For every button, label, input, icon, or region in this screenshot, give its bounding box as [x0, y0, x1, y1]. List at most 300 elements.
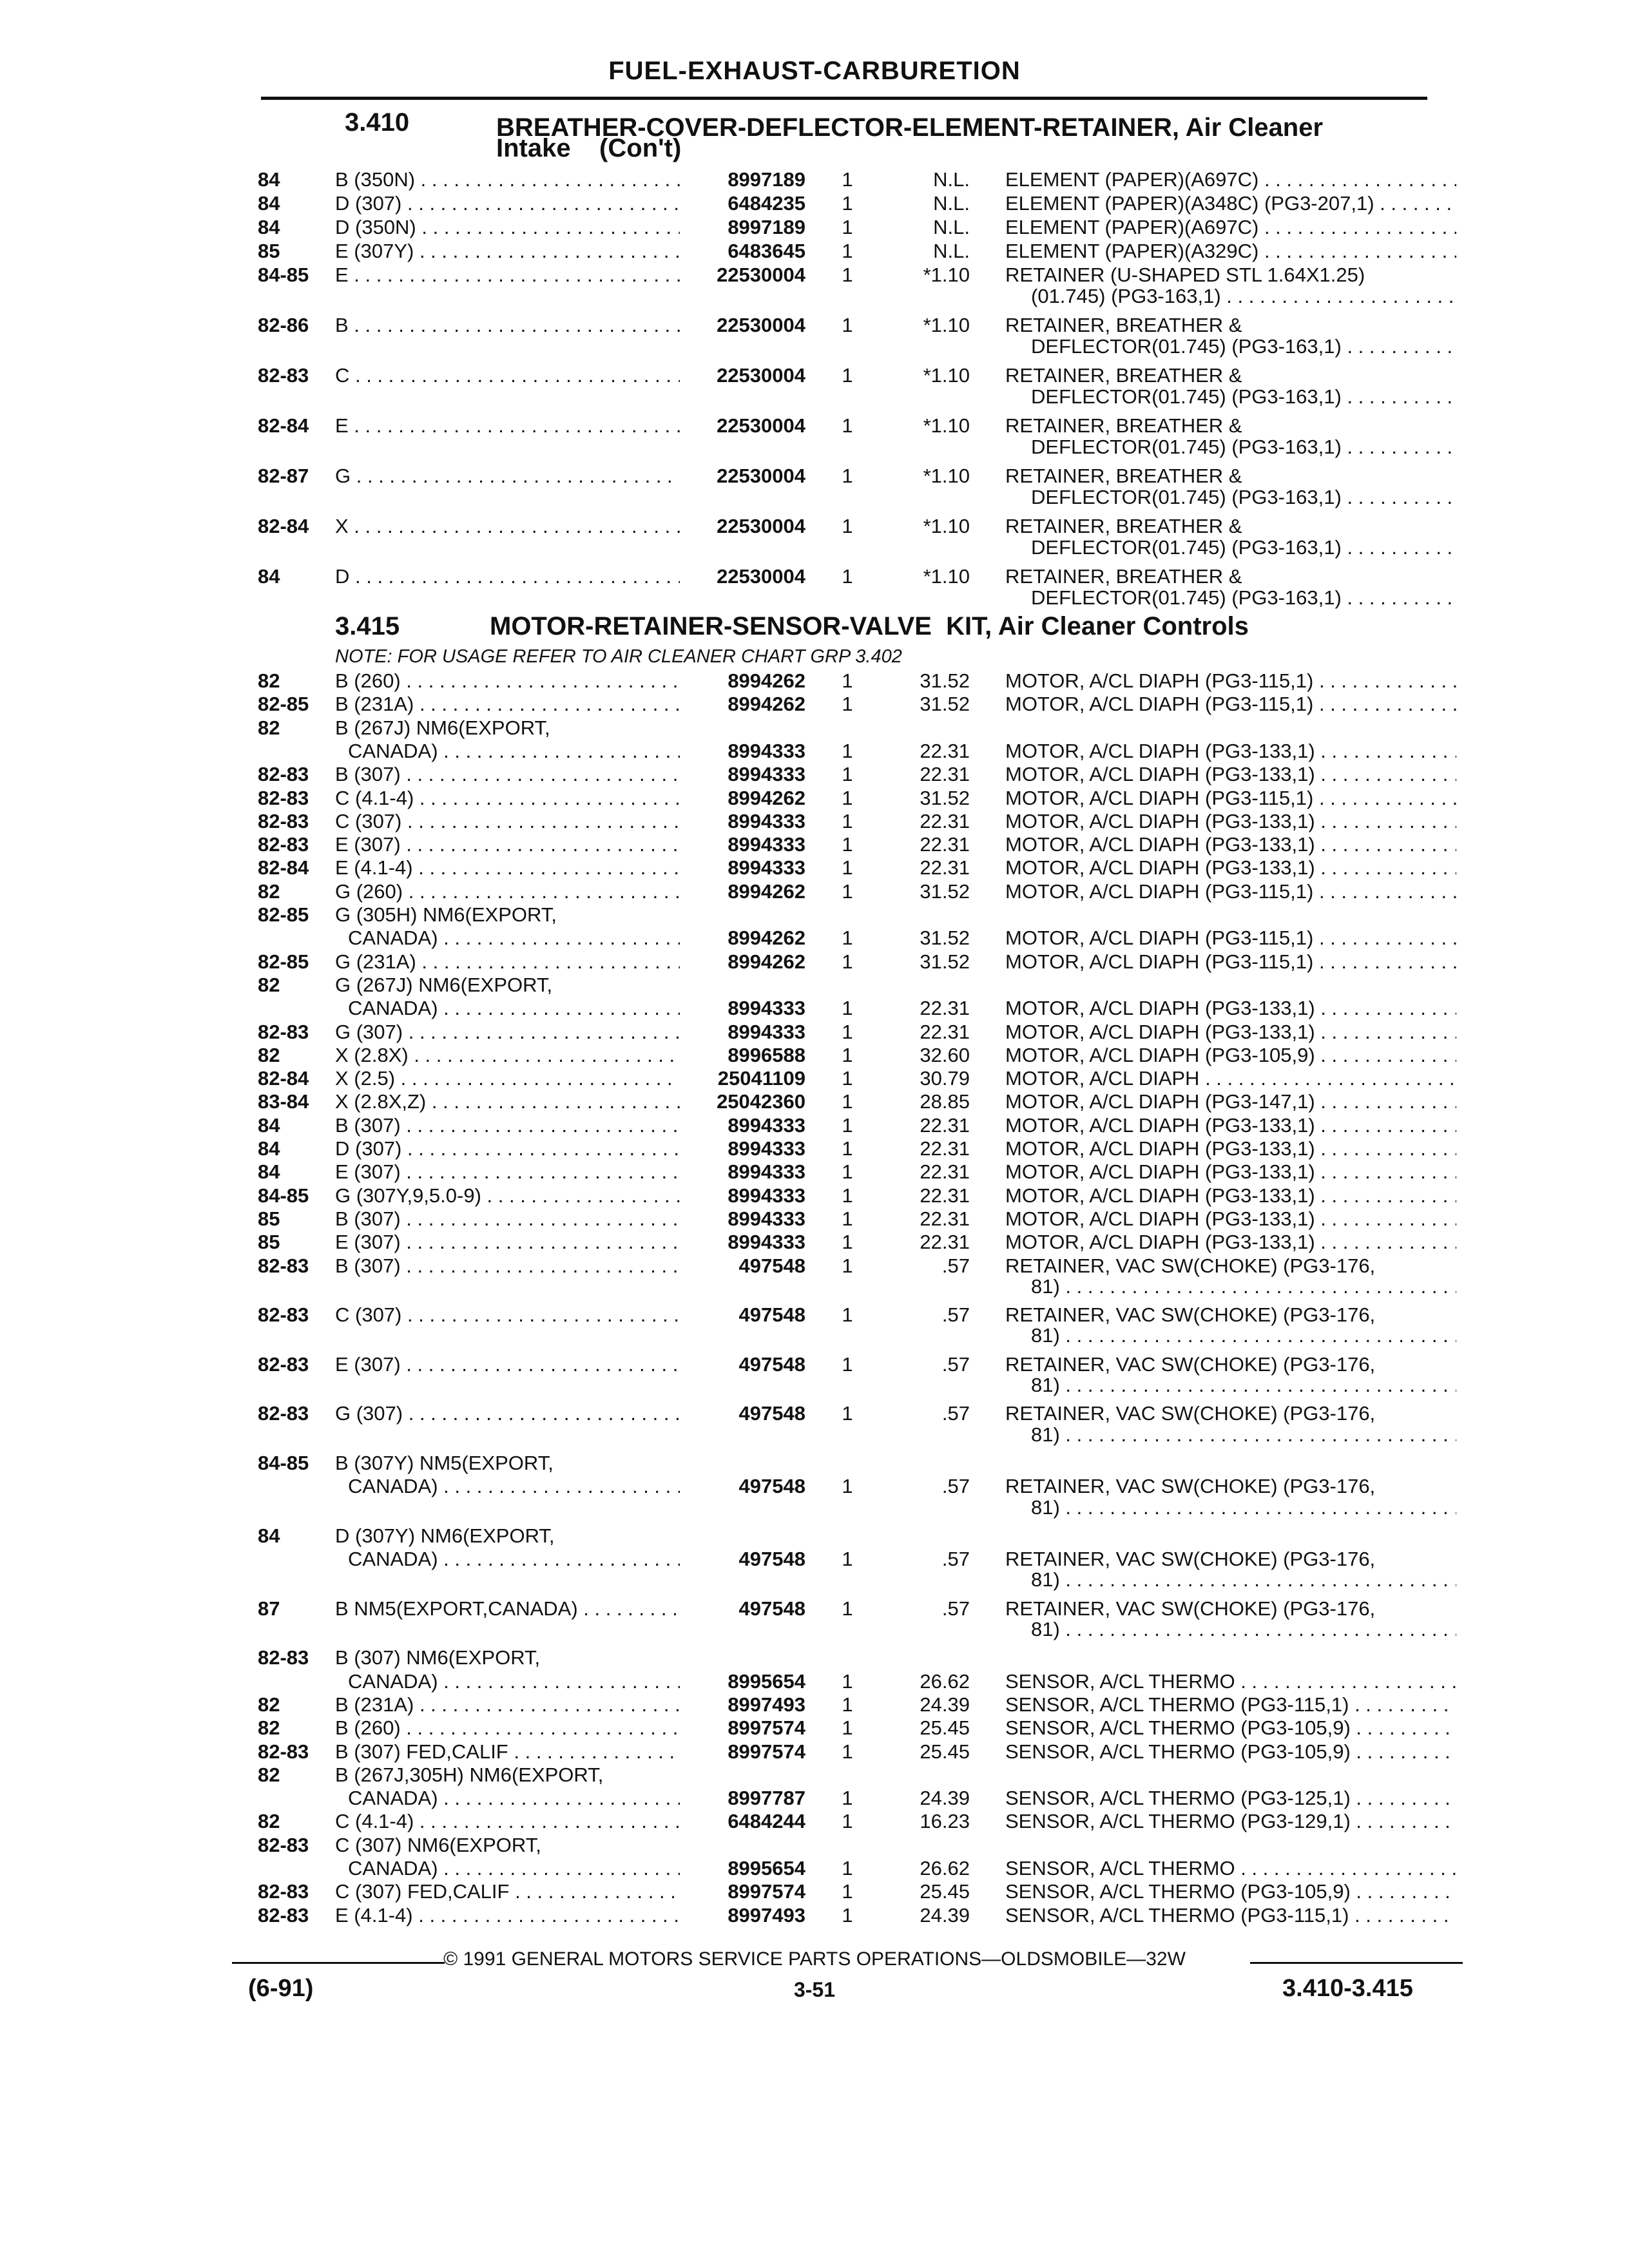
row-part-number: 8994333 [728, 1160, 805, 1184]
row-description: X (2.5) . . . [335, 1068, 680, 1090]
row-price: 22.31 [920, 997, 970, 1020]
row-part-name: ELEMENT (PAPER)(A348C) (PG3-207,1) . . . [1005, 193, 1456, 215]
table-row-continuation [0, 285, 1629, 307]
row-price: .57 [941, 1597, 970, 1620]
row-year: 84 [258, 216, 280, 238]
row-description: E (307) . . . [335, 1231, 680, 1253]
row-part-number: 8994333 [728, 1020, 805, 1043]
row-description: B (260) . . . [335, 670, 680, 692]
row-year: 82-83 [258, 1833, 309, 1856]
row-description: CANADA) . . . [348, 1548, 680, 1570]
row-year: 82 [258, 1043, 280, 1066]
row-year: 87 [258, 1597, 280, 1620]
row-part-name: MOTOR, A/CL DIAPH (PG3-115,1) . . . [1005, 787, 1456, 809]
table-row-desc-line [0, 1834, 1629, 1856]
row-part-number: 25042360 [717, 1090, 805, 1113]
row-part-name: MOTOR, A/CL DIAPH (PG3-133,1) . . . [1005, 1115, 1456, 1137]
row-price: 31.52 [920, 879, 970, 903]
row-part-number: 8997574 [728, 1740, 805, 1763]
row-quantity: 1 [842, 763, 853, 786]
row-part-number: 22530004 [717, 314, 805, 336]
row-description: G . . . [335, 465, 680, 487]
row-description: E (307) . . . [335, 1161, 680, 1183]
footer-section-ref: 3.410-3.415 [1282, 1975, 1413, 2002]
table-row [0, 787, 1629, 809]
row-description: B (260) . . . [335, 1717, 680, 1739]
row-quantity: 1 [842, 1184, 853, 1207]
section-note: NOTE: FOR USAGE REFER TO AIR CLEANER CHART GRP 3.402 [335, 646, 902, 667]
row-part-number: 8994262 [728, 669, 805, 692]
table-row-continuation [0, 1276, 1629, 1298]
row-quantity: 1 [842, 1475, 853, 1498]
row-description: E (307) . . . [335, 834, 680, 856]
row-price: 16.23 [920, 1810, 970, 1833]
row-description: CANADA) . . . [348, 1475, 680, 1497]
row-quantity: 1 [842, 1207, 853, 1230]
table-row [0, 1185, 1629, 1207]
table-row [0, 1694, 1629, 1716]
row-description: D (307Y) NM6(EXPORT, [335, 1524, 555, 1547]
row-part-name: RETAINER, BREATHER & [1005, 415, 1242, 437]
row-year: 82-84 [258, 856, 309, 879]
row-description: D (307) . . . [335, 1138, 680, 1160]
row-price: *1.10 [923, 565, 970, 588]
row-part-number: 22530004 [717, 364, 805, 387]
table-row [0, 764, 1629, 785]
row-price: 22.31 [920, 739, 970, 762]
row-description: C (307) . . . [335, 811, 680, 832]
row-price: N.L. [933, 168, 970, 191]
row-year: 82 [258, 973, 280, 996]
row-description: C . . . [335, 365, 680, 387]
row-price: 28.85 [920, 1090, 970, 1113]
row-year: 82 [258, 1810, 280, 1833]
row-part-number: 497548 [738, 1303, 805, 1327]
row-year: 84-85 [258, 1184, 309, 1207]
row-part-name: MOTOR, A/CL DIAPH (PG3-133,1) . . . [1005, 811, 1456, 832]
row-quantity: 1 [842, 1693, 853, 1716]
table-row [0, 1231, 1629, 1253]
row-part-number: 22530004 [717, 515, 805, 537]
row-quantity: 1 [842, 1020, 853, 1043]
table-row-continuation [0, 1424, 1629, 1446]
row-quantity: 1 [842, 192, 853, 215]
row-part-name: MOTOR, A/CL DIAPH (PG3-133,1) . . . [1005, 764, 1456, 785]
table-row [0, 670, 1629, 692]
row-part-number: 8994333 [728, 1231, 805, 1254]
row-price: .57 [941, 1254, 970, 1277]
row-part-number: 8994333 [728, 1207, 805, 1230]
row-description: G (267J) NM6(EXPORT, [335, 974, 553, 996]
row-part-number: 497548 [738, 1402, 805, 1425]
row-part-name: RETAINER, VAC SW(CHOKE) (PG3-176, [1005, 1254, 1376, 1277]
row-part-name: SENSOR, A/CL THERMO (PG3-115,1) . . . [1005, 1694, 1456, 1716]
row-part-number: 25041109 [717, 1067, 805, 1090]
row-price: 24.39 [920, 1787, 970, 1810]
row-price: 22.31 [920, 1020, 970, 1043]
row-description: G (307) . . . [335, 1403, 680, 1425]
row-price: *1.10 [923, 414, 970, 437]
row-quantity: 1 [842, 1402, 853, 1425]
table-row [0, 1787, 1629, 1809]
row-part-name: RETAINER, VAC SW(CHOKE) (PG3-176, [1005, 1353, 1376, 1376]
row-description: B (307Y) NM5(EXPORT, [335, 1452, 554, 1474]
row-part-number: 8994262 [728, 927, 805, 950]
row-price: 25.45 [920, 1740, 970, 1763]
row-year: 82-85 [258, 693, 309, 716]
row-year: 82-83 [258, 1352, 309, 1376]
row-year: 82-83 [258, 1903, 309, 1927]
row-quantity: 1 [842, 950, 853, 973]
row-part-name: RETAINER, BREATHER & [1005, 365, 1242, 387]
row-part-number: 8994262 [728, 879, 805, 903]
row-year: 85 [258, 1231, 280, 1254]
row-year: 84 [258, 1137, 280, 1160]
row-part-name: MOTOR, A/CL DIAPH (PG3-133,1) . . . [1005, 1185, 1456, 1207]
row-description: G (260) . . . [335, 881, 680, 903]
row-year: 82 [258, 716, 280, 739]
row-year: 82 [258, 1716, 280, 1740]
row-price: 22.31 [920, 856, 970, 879]
row-part-name: MOTOR, A/CL DIAPH (PG3-115,1) . . . [1005, 670, 1456, 692]
row-quantity: 1 [842, 1137, 853, 1160]
row-quantity: 1 [842, 1716, 853, 1740]
row-part-number: 497548 [738, 1548, 805, 1571]
row-part-name-continued: 81) . . . [1031, 1325, 1456, 1347]
table-row [0, 1044, 1629, 1066]
table-row [0, 1091, 1629, 1113]
row-part-number: 8994333 [728, 1184, 805, 1207]
row-year: 84 [258, 1160, 280, 1184]
row-part-number: 497548 [738, 1254, 805, 1277]
row-part-name: SENSOR, A/CL THERMO (PG3-115,1) . . . [1005, 1905, 1456, 1927]
row-description: B (307) . . . [335, 1255, 680, 1277]
table-row-desc-line [0, 904, 1629, 926]
row-price: *1.10 [923, 314, 970, 336]
row-year: 82 [258, 1763, 280, 1786]
row-part-name-continued: DEFLECTOR(01.745) (PG3-163,1) . . . [1031, 436, 1456, 458]
row-part-number: 8994333 [728, 856, 805, 879]
row-description: C (4.1-4) . . . [335, 787, 680, 809]
row-description: E (4.1-4) . . . [335, 857, 680, 879]
row-quantity: 1 [842, 1352, 853, 1376]
row-description: B (267J,305H) NM6(EXPORT, [335, 1763, 604, 1786]
row-year: 82-83 [258, 1254, 309, 1277]
row-price: .57 [941, 1548, 970, 1571]
row-year: 82-87 [258, 465, 309, 487]
row-description: E . . . [335, 264, 680, 286]
row-part-name: SENSOR, A/CL THERMO (PG3-105,9) . . . [1005, 1717, 1456, 1739]
row-part-number: 8994262 [728, 950, 805, 973]
table-row-continuation [0, 587, 1629, 609]
table-row [0, 1671, 1629, 1693]
row-description: CANADA) . . . [348, 1671, 680, 1693]
row-price: 22.31 [920, 809, 970, 832]
row-year: 84 [258, 565, 280, 588]
row-quantity: 1 [842, 997, 853, 1020]
row-year: 82-84 [258, 414, 309, 437]
row-part-number: 22530004 [717, 465, 805, 487]
row-quantity: 1 [842, 786, 853, 809]
row-year: 82-83 [258, 1020, 309, 1043]
row-price: *1.10 [923, 515, 970, 537]
row-price: .57 [941, 1352, 970, 1376]
row-part-name: MOTOR, A/CL DIAPH (PG3-115,1) . . . [1005, 693, 1456, 715]
header-rule [261, 97, 1427, 100]
row-part-name: MOTOR, A/CL DIAPH (PG3-133,1) . . . [1005, 997, 1456, 1019]
row-price: 32.60 [920, 1043, 970, 1066]
row-description: C (307) FED,CALIF . . . [335, 1881, 680, 1903]
row-part-name-continued: DEFLECTOR(01.745) (PG3-163,1) . . . [1031, 336, 1456, 358]
row-year: 82 [258, 669, 280, 692]
row-part-number: 8997189 [728, 216, 805, 238]
row-year: 82-83 [258, 833, 309, 856]
row-part-number: 8994333 [728, 1113, 805, 1137]
row-description: X (2.8X,Z) . . . [335, 1091, 680, 1113]
table-row-continuation [0, 336, 1629, 358]
row-part-name: MOTOR, A/CL DIAPH . . . [1005, 1068, 1456, 1090]
row-part-name: SENSOR, A/CL THERMO (PG3-129,1) . . . [1005, 1811, 1456, 1832]
row-description: B (231A) . . . [335, 1694, 680, 1716]
table-row [0, 264, 1629, 286]
row-part-name: SENSOR, A/CL THERMO . . . [1005, 1671, 1456, 1693]
row-part-number: 22530004 [717, 414, 805, 437]
row-part-name: MOTOR, A/CL DIAPH (PG3-105,9) . . . [1005, 1044, 1456, 1066]
row-year: 84-85 [258, 1451, 309, 1474]
table-row [0, 1354, 1629, 1376]
table-row-continuation [0, 1569, 1629, 1591]
row-year: 82 [258, 879, 280, 903]
row-part-name: ELEMENT (PAPER)(A697C) . . . [1005, 169, 1456, 191]
row-part-name: MOTOR, A/CL DIAPH (PG3-133,1) . . . [1005, 1138, 1456, 1160]
table-row [0, 1598, 1629, 1620]
row-part-name-continued: 81) . . . [1031, 1497, 1456, 1519]
footer-rule [1250, 1962, 1463, 1964]
row-price: 24.39 [920, 1903, 970, 1927]
row-part-name: MOTOR, A/CL DIAPH (PG3-115,1) . . . [1005, 881, 1456, 903]
row-price: 24.39 [920, 1693, 970, 1716]
row-part-number: 6484244 [728, 1810, 805, 1833]
table-row [0, 693, 1629, 715]
row-description: C (307) NM6(EXPORT, [335, 1834, 541, 1856]
row-description: B (267J) NM6(EXPORT, [335, 716, 550, 739]
row-part-number: 22530004 [717, 565, 805, 588]
table-row [0, 1138, 1629, 1160]
row-quantity: 1 [842, 927, 853, 950]
row-year: 82-85 [258, 950, 309, 973]
row-price: 25.45 [920, 1880, 970, 1903]
section-title: MOTOR-RETAINER-SENSOR-VALVE KIT, Air Cleaner Controls [490, 612, 1249, 640]
row-part-name: MOTOR, A/CL DIAPH (PG3-133,1) . . . [1005, 857, 1456, 879]
row-quantity: 1 [842, 1231, 853, 1254]
table-row [0, 465, 1629, 487]
row-quantity: 1 [842, 879, 853, 903]
table-row [0, 1304, 1629, 1326]
row-price: 31.52 [920, 950, 970, 973]
table-row [0, 834, 1629, 856]
row-part-name: RETAINER, VAC SW(CHOKE) (PG3-176, [1005, 1597, 1376, 1620]
row-part-name: RETAINER, BREATHER & [1005, 465, 1242, 487]
row-price: *1.10 [923, 465, 970, 487]
row-quantity: 1 [842, 693, 853, 716]
row-part-name: MOTOR, A/CL DIAPH (PG3-133,1) . . . [1005, 740, 1456, 762]
table-row [0, 169, 1629, 191]
row-description: B NM5(EXPORT,CANADA) . . . [335, 1598, 680, 1620]
table-row [0, 1403, 1629, 1425]
row-description: D (350N) . . . [335, 216, 680, 238]
table-row [0, 927, 1629, 949]
row-part-name-continued: 81) . . . [1031, 1619, 1456, 1640]
row-year: 85 [258, 240, 280, 262]
row-price: 22.31 [920, 763, 970, 786]
row-price: 30.79 [920, 1067, 970, 1090]
table-row [0, 1881, 1629, 1903]
row-quantity: 1 [842, 809, 853, 832]
row-quantity: 1 [842, 856, 853, 879]
row-quantity: 1 [842, 1548, 853, 1571]
table-row-continuation [0, 1619, 1629, 1640]
row-quantity: 1 [842, 1090, 853, 1113]
row-price: 26.62 [920, 1857, 970, 1879]
row-description: CANADA) . . . [348, 997, 680, 1019]
table-row-continuation [0, 1325, 1629, 1347]
row-part-name: MOTOR, A/CL DIAPH (PG3-115,1) . . . [1005, 951, 1456, 973]
row-description: X . . . [335, 515, 680, 537]
page-header-title: FUEL-EXHAUST-CARBURETION [608, 57, 1021, 85]
row-part-name-continued: DEFLECTOR(01.745) (PG3-163,1) . . . [1031, 386, 1456, 408]
row-part-name: RETAINER, VAC SW(CHOKE) (PG3-176, [1005, 1548, 1376, 1571]
row-price: N.L. [933, 216, 970, 238]
row-part-number: 6484235 [728, 192, 805, 215]
row-part-name: MOTOR, A/CL DIAPH (PG3-115,1) . . . [1005, 927, 1456, 949]
row-part-name: RETAINER, VAC SW(CHOKE) (PG3-176, [1005, 1403, 1376, 1425]
row-description: B (231A) . . . [335, 693, 680, 715]
section-subtitle: Intake (Con't) [496, 134, 682, 162]
row-quantity: 1 [842, 1160, 853, 1184]
table-row-desc-line [0, 1764, 1629, 1786]
row-description: B (350N) . . . [335, 169, 680, 191]
table-row-continuation [0, 436, 1629, 458]
row-part-number: 8997574 [728, 1716, 805, 1740]
row-description: CANADA) . . . [348, 1787, 680, 1809]
table-row [0, 1208, 1629, 1230]
row-part-number: 8997493 [728, 1903, 805, 1927]
row-quantity: 1 [842, 1303, 853, 1327]
row-price: *1.10 [923, 264, 970, 286]
row-description: B (307) . . . [335, 1115, 680, 1137]
row-quantity: 1 [842, 1903, 853, 1927]
row-part-name: RETAINER, BREATHER & [1005, 566, 1242, 588]
row-part-name-continued: 81) . . . [1031, 1569, 1456, 1591]
row-quantity: 1 [842, 565, 853, 588]
table-row [0, 1255, 1629, 1277]
row-part-name: MOTOR, A/CL DIAPH (PG3-147,1) . . . [1005, 1091, 1456, 1113]
row-part-number: 8994333 [728, 997, 805, 1020]
row-description: G (307Y,9,5.0-9) . . . [335, 1185, 680, 1207]
row-part-name: MOTOR, A/CL DIAPH (PG3-133,1) . . . [1005, 1161, 1456, 1183]
row-quantity: 1 [842, 739, 853, 762]
table-row-desc-line [0, 717, 1629, 739]
table-row-continuation [0, 1497, 1629, 1519]
row-description: CANADA) . . . [348, 1858, 680, 1879]
table-row [0, 997, 1629, 1019]
row-year: 82-83 [258, 1880, 309, 1903]
row-price: .57 [941, 1402, 970, 1425]
row-description: E (307) . . . [335, 1354, 680, 1376]
row-price: 22.31 [920, 1207, 970, 1230]
table-row-desc-line [0, 1452, 1629, 1474]
row-price: N.L. [933, 192, 970, 215]
row-part-name-continued: DEFLECTOR(01.745) (PG3-163,1) . . . [1031, 486, 1456, 508]
row-description: D . . . [335, 566, 680, 588]
table-row [0, 1811, 1629, 1832]
footer-copyright: © 1991 GENERAL MOTORS SERVICE PARTS OPERATIONS—OLDSMOBILE—32W [443, 1948, 1186, 1970]
row-year: 82-84 [258, 1067, 309, 1090]
row-description: C (307) . . . [335, 1304, 680, 1326]
footer-date: (6-91) [248, 1975, 314, 2002]
row-part-name-continued: DEFLECTOR(01.745) (PG3-163,1) . . . [1031, 537, 1456, 559]
row-part-number: 8994262 [728, 786, 805, 809]
row-year: 84 [258, 1113, 280, 1137]
row-quantity: 1 [842, 1787, 853, 1810]
row-quantity: 1 [842, 1043, 853, 1066]
row-quantity: 1 [842, 669, 853, 692]
table-row [0, 566, 1629, 588]
row-part-name: RETAINER, BREATHER & [1005, 314, 1242, 336]
row-quantity: 1 [842, 364, 853, 387]
table-row-continuation [0, 386, 1629, 408]
row-price: .57 [941, 1475, 970, 1498]
row-quantity: 1 [842, 1067, 853, 1090]
row-price: 31.52 [920, 927, 970, 950]
section-number: 3.415 [335, 612, 400, 640]
row-part-name: MOTOR, A/CL DIAPH (PG3-133,1) . . . [1005, 1208, 1456, 1230]
row-description: CANADA) . . . [348, 740, 680, 762]
row-year: 84 [258, 1524, 280, 1547]
row-quantity: 1 [842, 414, 853, 437]
row-year: 85 [258, 1207, 280, 1230]
row-year: 82-83 [258, 1303, 309, 1327]
row-part-number: 8996588 [728, 1043, 805, 1066]
row-part-name: RETAINER (U-SHAPED STL 1.64X1.25) [1005, 264, 1365, 286]
row-quantity: 1 [842, 515, 853, 537]
table-row [0, 1717, 1629, 1739]
row-part-number: 8997574 [728, 1880, 805, 1903]
row-year: 82-85 [258, 903, 309, 926]
row-part-number: 8997787 [728, 1787, 805, 1810]
row-quantity: 1 [842, 216, 853, 238]
row-description: D (307) . . . [335, 193, 680, 215]
row-price: 22.31 [920, 1231, 970, 1254]
footer-page-number: 3-51 [793, 1978, 836, 2001]
row-part-name: MOTOR, A/CL DIAPH (PG3-133,1) . . . [1005, 1021, 1456, 1043]
row-part-number: 22530004 [717, 264, 805, 286]
row-description: G (305H) NM6(EXPORT, [335, 904, 557, 926]
table-row [0, 1858, 1629, 1879]
row-part-number: 497548 [738, 1597, 805, 1620]
row-part-number: 8994333 [728, 1137, 805, 1160]
table-row-continuation [0, 486, 1629, 508]
row-price: 22.31 [920, 1137, 970, 1160]
table-row [0, 240, 1629, 262]
row-quantity: 1 [842, 1740, 853, 1763]
table-row [0, 881, 1629, 903]
row-year: 84 [258, 168, 280, 191]
row-quantity: 1 [842, 1669, 853, 1693]
row-year: 82 [258, 1693, 280, 1716]
row-part-number: 8994262 [728, 693, 805, 716]
table-row [0, 1161, 1629, 1183]
